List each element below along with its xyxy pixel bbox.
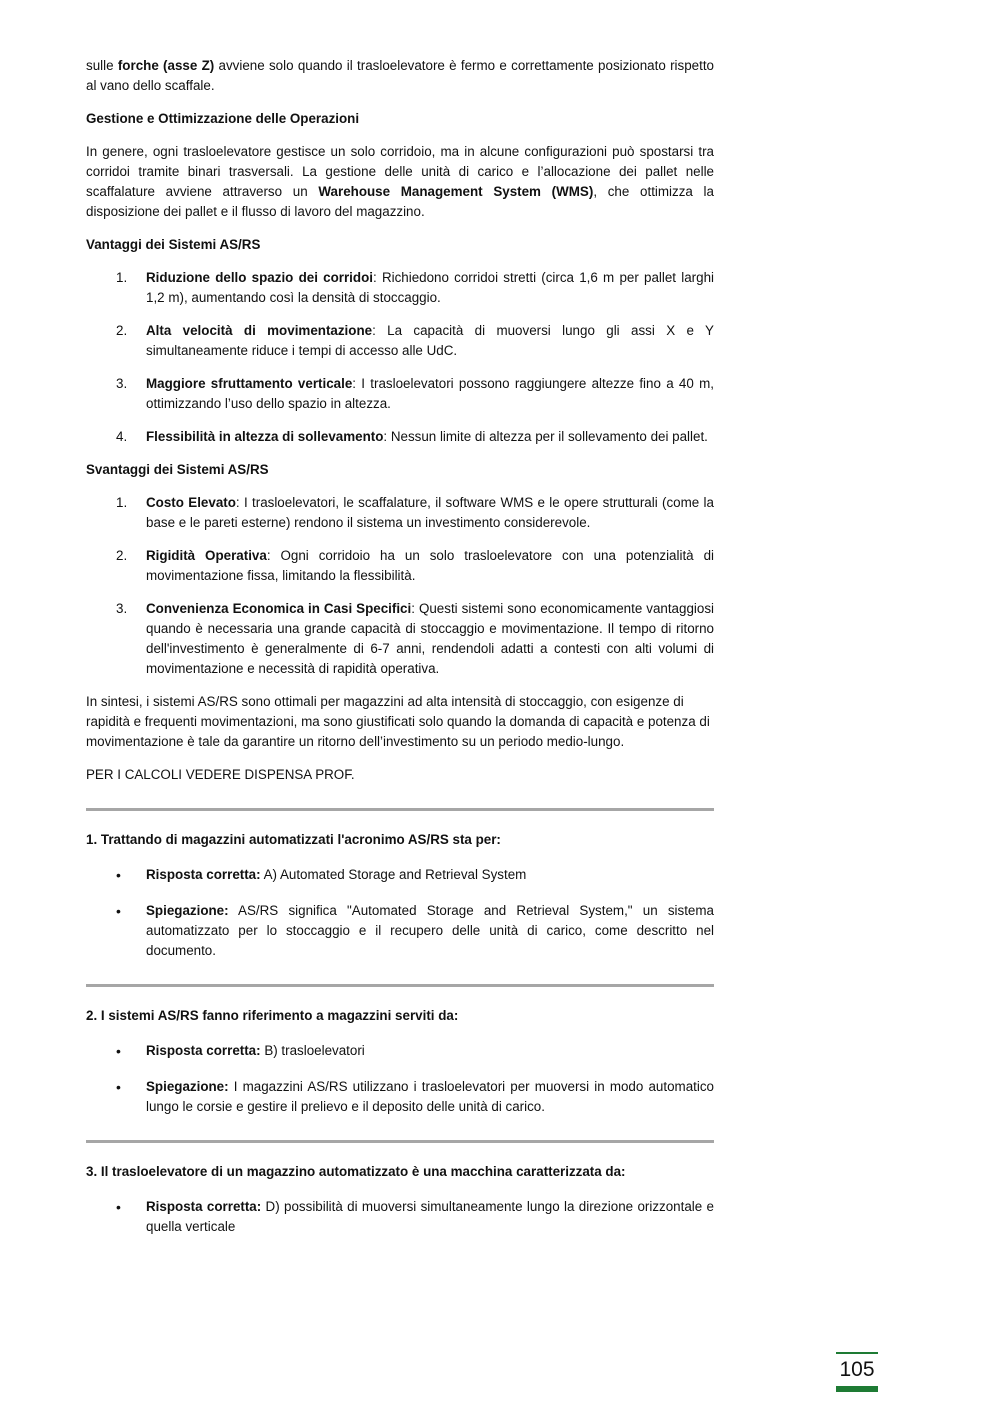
answer-text: D) possibilità di muoversi simultaneamente lungo la direzione orizzontale e quella verticale <box>146 1199 714 1234</box>
list-number: 3. <box>116 601 128 616</box>
answer-label: Risposta corretta: <box>146 1043 261 1058</box>
answer-list <box>86 1197 714 1237</box>
bullet-icon: • <box>116 1043 121 1059</box>
list-item-text: : Nessun limite di altezza per il sollevamento dei pallet. <box>383 429 708 444</box>
answer-item <box>86 1197 714 1237</box>
list-number: 2. <box>116 323 128 338</box>
list-item-title: Rigidità Operativa <box>146 548 267 563</box>
question-3: 3. Il trasloelevatore di un magazzino automatizzato è una macchina caratterizzata da: <box>86 1164 626 1179</box>
list-item-text: : Richiedono corridoi stretti (circa 1,6 m per pallet larghi 1,2 m), aumentando così la densità di stoccaggio. <box>146 270 715 305</box>
explanation-item <box>86 901 714 961</box>
answer-list <box>86 865 714 961</box>
page-number-bottom-bar <box>836 1386 878 1392</box>
text: sulle <box>86 58 118 73</box>
bullet-icon: • <box>116 867 121 883</box>
list-number: 1. <box>116 495 128 510</box>
divider <box>86 1140 714 1143</box>
text: , che ottimizza la disposizione dei pallet e il flusso di lavoro del magazzino. <box>86 184 714 219</box>
answer-item <box>86 1041 714 1061</box>
list-item-text: : I trasloelevatori, le scaffalature, il software WMS e le opere strutturali (come la base e le pareti esterne) rendono il sistema un investimento considerevole. <box>146 495 714 530</box>
list-number: 4. <box>116 429 128 444</box>
explanation-label: Spiegazione: <box>146 1079 229 1094</box>
section-heading-vantaggi: Vantaggi dei Sistemi AS/RS <box>86 237 261 252</box>
explanation-text: I magazzini AS/RS utilizzano i trasloelevatori per muoversi in modo automatico lungo le corsie e gestire il prelievo e il deposito delle unità di carico. <box>146 1079 714 1114</box>
list-item <box>86 321 714 361</box>
divider <box>86 984 714 987</box>
page-content <box>86 56 714 1253</box>
list-number: 1. <box>116 270 128 285</box>
answer-label: Risposta corretta: <box>146 1199 262 1214</box>
page-number-box <box>836 1352 878 1392</box>
answer-text: B) trasloelevatori <box>260 1043 365 1058</box>
intro-paragraph <box>86 56 714 96</box>
answer-list <box>86 1041 714 1117</box>
answer-text: A) Automated Storage and Retrieval System <box>260 867 527 882</box>
explanation-text: AS/RS significa "Automated Storage and Retrieval System," un sistema automatizzato per lo stoccaggio e il recupero delle unità di carico, come descritto nel documento. <box>146 903 714 958</box>
bullet-icon: • <box>116 1199 121 1215</box>
list-item <box>86 374 714 414</box>
bold-text: Warehouse Management System (WMS) <box>318 184 594 199</box>
text: In genere, ogni trasloelevatore gestisce un solo corridoio, ma in alcune configurazioni può spostarsi tra corridoi tramite binari trasversali. La gestione delle unità di carico e l’allocazione dei pallet nelle scaffalature avviene attraverso un <box>86 144 714 199</box>
list-item-text: : Questi sistemi sono economicamente vantaggiosi quando è necessaria una grande capacità di stoccaggio e movimentazione. Il tempo di ritorno dell'investimento è generalmente di 6-7 anni, rendendoli adatti a contesti con alti volumi di movimentazione e necessità di rapidità operativa. <box>146 601 714 676</box>
explanation-label: Spiegazione: <box>146 903 229 918</box>
answer-label: Risposta corretta: <box>146 867 261 882</box>
bullet-icon: • <box>116 903 121 919</box>
list-item-text: : I trasloelevatori possono raggiungere altezze fino a 40 m, ottimizzando l’uso dello spazio in altezza. <box>146 376 714 411</box>
list-item-title: Convenienza Economica in Casi Specifici <box>146 601 412 616</box>
section-heading-gestione: Gestione e Ottimizzazione delle Operazioni <box>86 111 360 126</box>
gestione-paragraph <box>86 142 714 222</box>
list-item-title: Flessibilità in altezza di sollevamento <box>146 429 384 444</box>
bold-text: forche (asse Z) <box>117 58 215 73</box>
section-heading-svantaggi: Svantaggi dei Sistemi AS/RS <box>86 462 269 477</box>
svantaggi-list <box>86 493 714 679</box>
question-1: 1. Trattando di magazzini automatizzati l'acronimo AS/RS sta per: <box>86 832 501 847</box>
page-number: 105 <box>839 1358 875 1381</box>
list-item <box>86 599 714 679</box>
explanation-item <box>86 1077 714 1117</box>
list-item <box>86 427 714 447</box>
list-item-title: Riduzione dello spazio dei corridoi <box>146 270 373 285</box>
list-item-text: : Ogni corridoio ha un solo trasloelevatore con una potenzialità di movimentazione fissa, limitando la flessibilità. <box>146 548 715 583</box>
list-item <box>86 268 714 308</box>
list-item <box>86 546 714 586</box>
list-number: 3. <box>116 376 128 391</box>
list-item <box>86 493 714 533</box>
vantaggi-list <box>86 268 714 447</box>
answer-item <box>86 865 714 885</box>
calcoli-note: PER I CALCOLI VEDERE DISPENSA PROF. <box>86 767 355 782</box>
list-item-title: Costo Elevato <box>146 495 236 510</box>
list-item-title: Maggiore sfruttamento verticale <box>146 376 353 391</box>
divider <box>86 808 714 811</box>
list-item-text: : La capacità di muoversi lungo gli assi X e Y simultaneamente riduce i tempi di accesso alle UdC. <box>146 323 714 358</box>
text: avviene solo quando il trasloelevatore è fermo e correttamente posizionato rispetto al vano dello scaffale. <box>86 58 714 93</box>
bullet-icon: • <box>116 1079 121 1095</box>
question-2: 2. I sistemi AS/RS fanno riferimento a magazzini serviti da: <box>86 1008 459 1023</box>
list-item-title: Alta velocità di movimentazione <box>146 323 373 338</box>
sintesi-paragraph: In sintesi, i sistemi AS/RS sono ottimali per magazzini ad alta intensità di stoccaggio, con esigenze di rapidità e frequenti movimentazioni, ma sono giustificati solo quando la domanda di capacità e potenza di movimentazione è tale da garantire un ritorno dell’investimento su un periodo medio-lungo. <box>86 694 710 749</box>
list-number: 2. <box>116 548 128 563</box>
